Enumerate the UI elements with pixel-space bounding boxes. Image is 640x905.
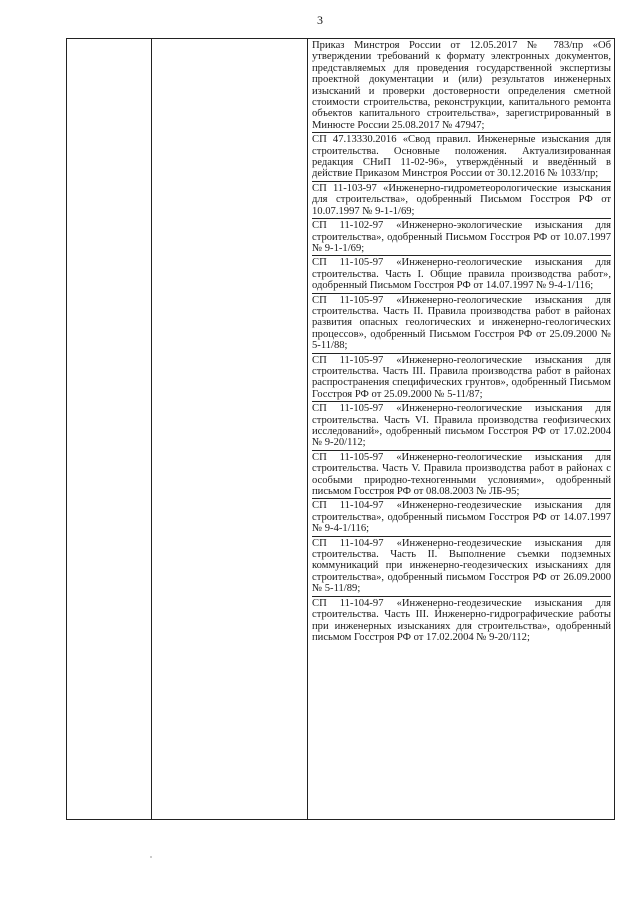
page-number: 3 xyxy=(317,13,323,27)
regulation-entry: СП 11-104-97 «Инженерно-геодезические изыскания для строительства», одобренный письмом Госстроя РФ от 14.07.1997 № 9-4-1/116; xyxy=(312,500,611,535)
table-cell-col2 xyxy=(152,39,308,820)
regulation-entry: СП 11-102-97 «Инженерно-экологические изыскания для строительства», одобренный Письмом Госстроя РФ от 10.07.1997 № 9-1-1/69; xyxy=(312,220,611,254)
regulation-entry: СП 11-103-97 «Инженерно-гидрометеорологические изыскания для строительства», одобренный Письмом Госстроя РФ от 10.07.1997 № 9-1-1/69; xyxy=(312,182,611,217)
regulation-entry: СП 11-105-97 «Инженерно-геологические изыскания для строительства. Часть III. Правила производства работ в районах распространения специфических грунтов», одобренный Письмом Госстроя РФ от 25.09.2000 № 5-11/87; xyxy=(312,354,611,400)
regulation-entry: СП 47.13330.2016 «Свод правил. Инженерные изыскания для строительства. Основные положения. Актуализированная редакция СНиП 11-02-96», утверждённый и введённый в действие Приказом Минстроя России от 30.12.2016 № 1033/пр; xyxy=(312,134,611,180)
regulation-entry: СП 11-105-97 «Инженерно-геологические изыскания для строительства. Часть I. Общие правила производства работ», одобренный Письмом Госстроя РФ от 14.07.1997 № 9-4-1/116; xyxy=(312,257,611,292)
regulation-entry: СП 11-105-97 «Инженерно-геологические изыскания для строительства. Часть VI. Правила производства геофизических исследований», одобренный письмом Госстроя РФ от 17.02.2004 № 9-20/112; xyxy=(312,403,611,449)
regulation-entry: СП 11-105-97 «Инженерно-геологические изыскания для строительства. Часть V. Правила производства работ в районах с особыми природно-техногенными условиями», одобренный письмом Госстроя РФ от 08.08.2003 № ЛБ-95; xyxy=(312,451,611,498)
regulation-entry: СП 11-105-97 «Инженерно-геологические изыскания для строительства. Часть II. Правила производства работ в районах развития опасных геологических и инженерно-геологических процессов», одобренный Письмом Госстроя РФ от 25.09.2000 № 5-11/88; xyxy=(312,294,611,352)
table-row xyxy=(67,39,615,820)
regulation-entry: СП 11-104-97 «Инженерно-геодезические изыскания для строительства. Часть III. Инженерно-гидрографические работы при инженерных изысканиях для строительства», одобренный письмом Госстроя РФ от 17.02.2004 № 9-20/112; xyxy=(312,597,611,643)
regulation-entry: Приказ Минстроя России от 12.05.2017 № 783/пр «Об утверждении требований к формату электронных документов, представляемых для проведения государственной экспертизы проектной документации и (или) результатов инженерных изысканий и проверки достоверности определения сметной стоимости строительства, реконструкции, капитального ремонта объектов капитального строительства», зарегистрированный в Минюсте России 25.08.2017 № 47947; xyxy=(312,40,611,131)
cell-text xyxy=(67,39,151,40)
table-cell-col1 xyxy=(67,39,152,820)
regulation-entry: СП 11-104-97 «Инженерно-геодезические изыскания для строительства. Часть II. Выполнение съемки подземных коммуникаций при инженерно-геодезических изысканиях для строительства», одобренный письмом Госстроя РФ от 26.09.2000 № 5-11/89; xyxy=(312,537,611,595)
table-cell-regulations xyxy=(308,39,615,820)
regulations-list xyxy=(308,39,614,643)
scan-artifact-dot xyxy=(150,856,152,858)
cell-text xyxy=(152,39,307,40)
regulations-table xyxy=(66,38,615,820)
